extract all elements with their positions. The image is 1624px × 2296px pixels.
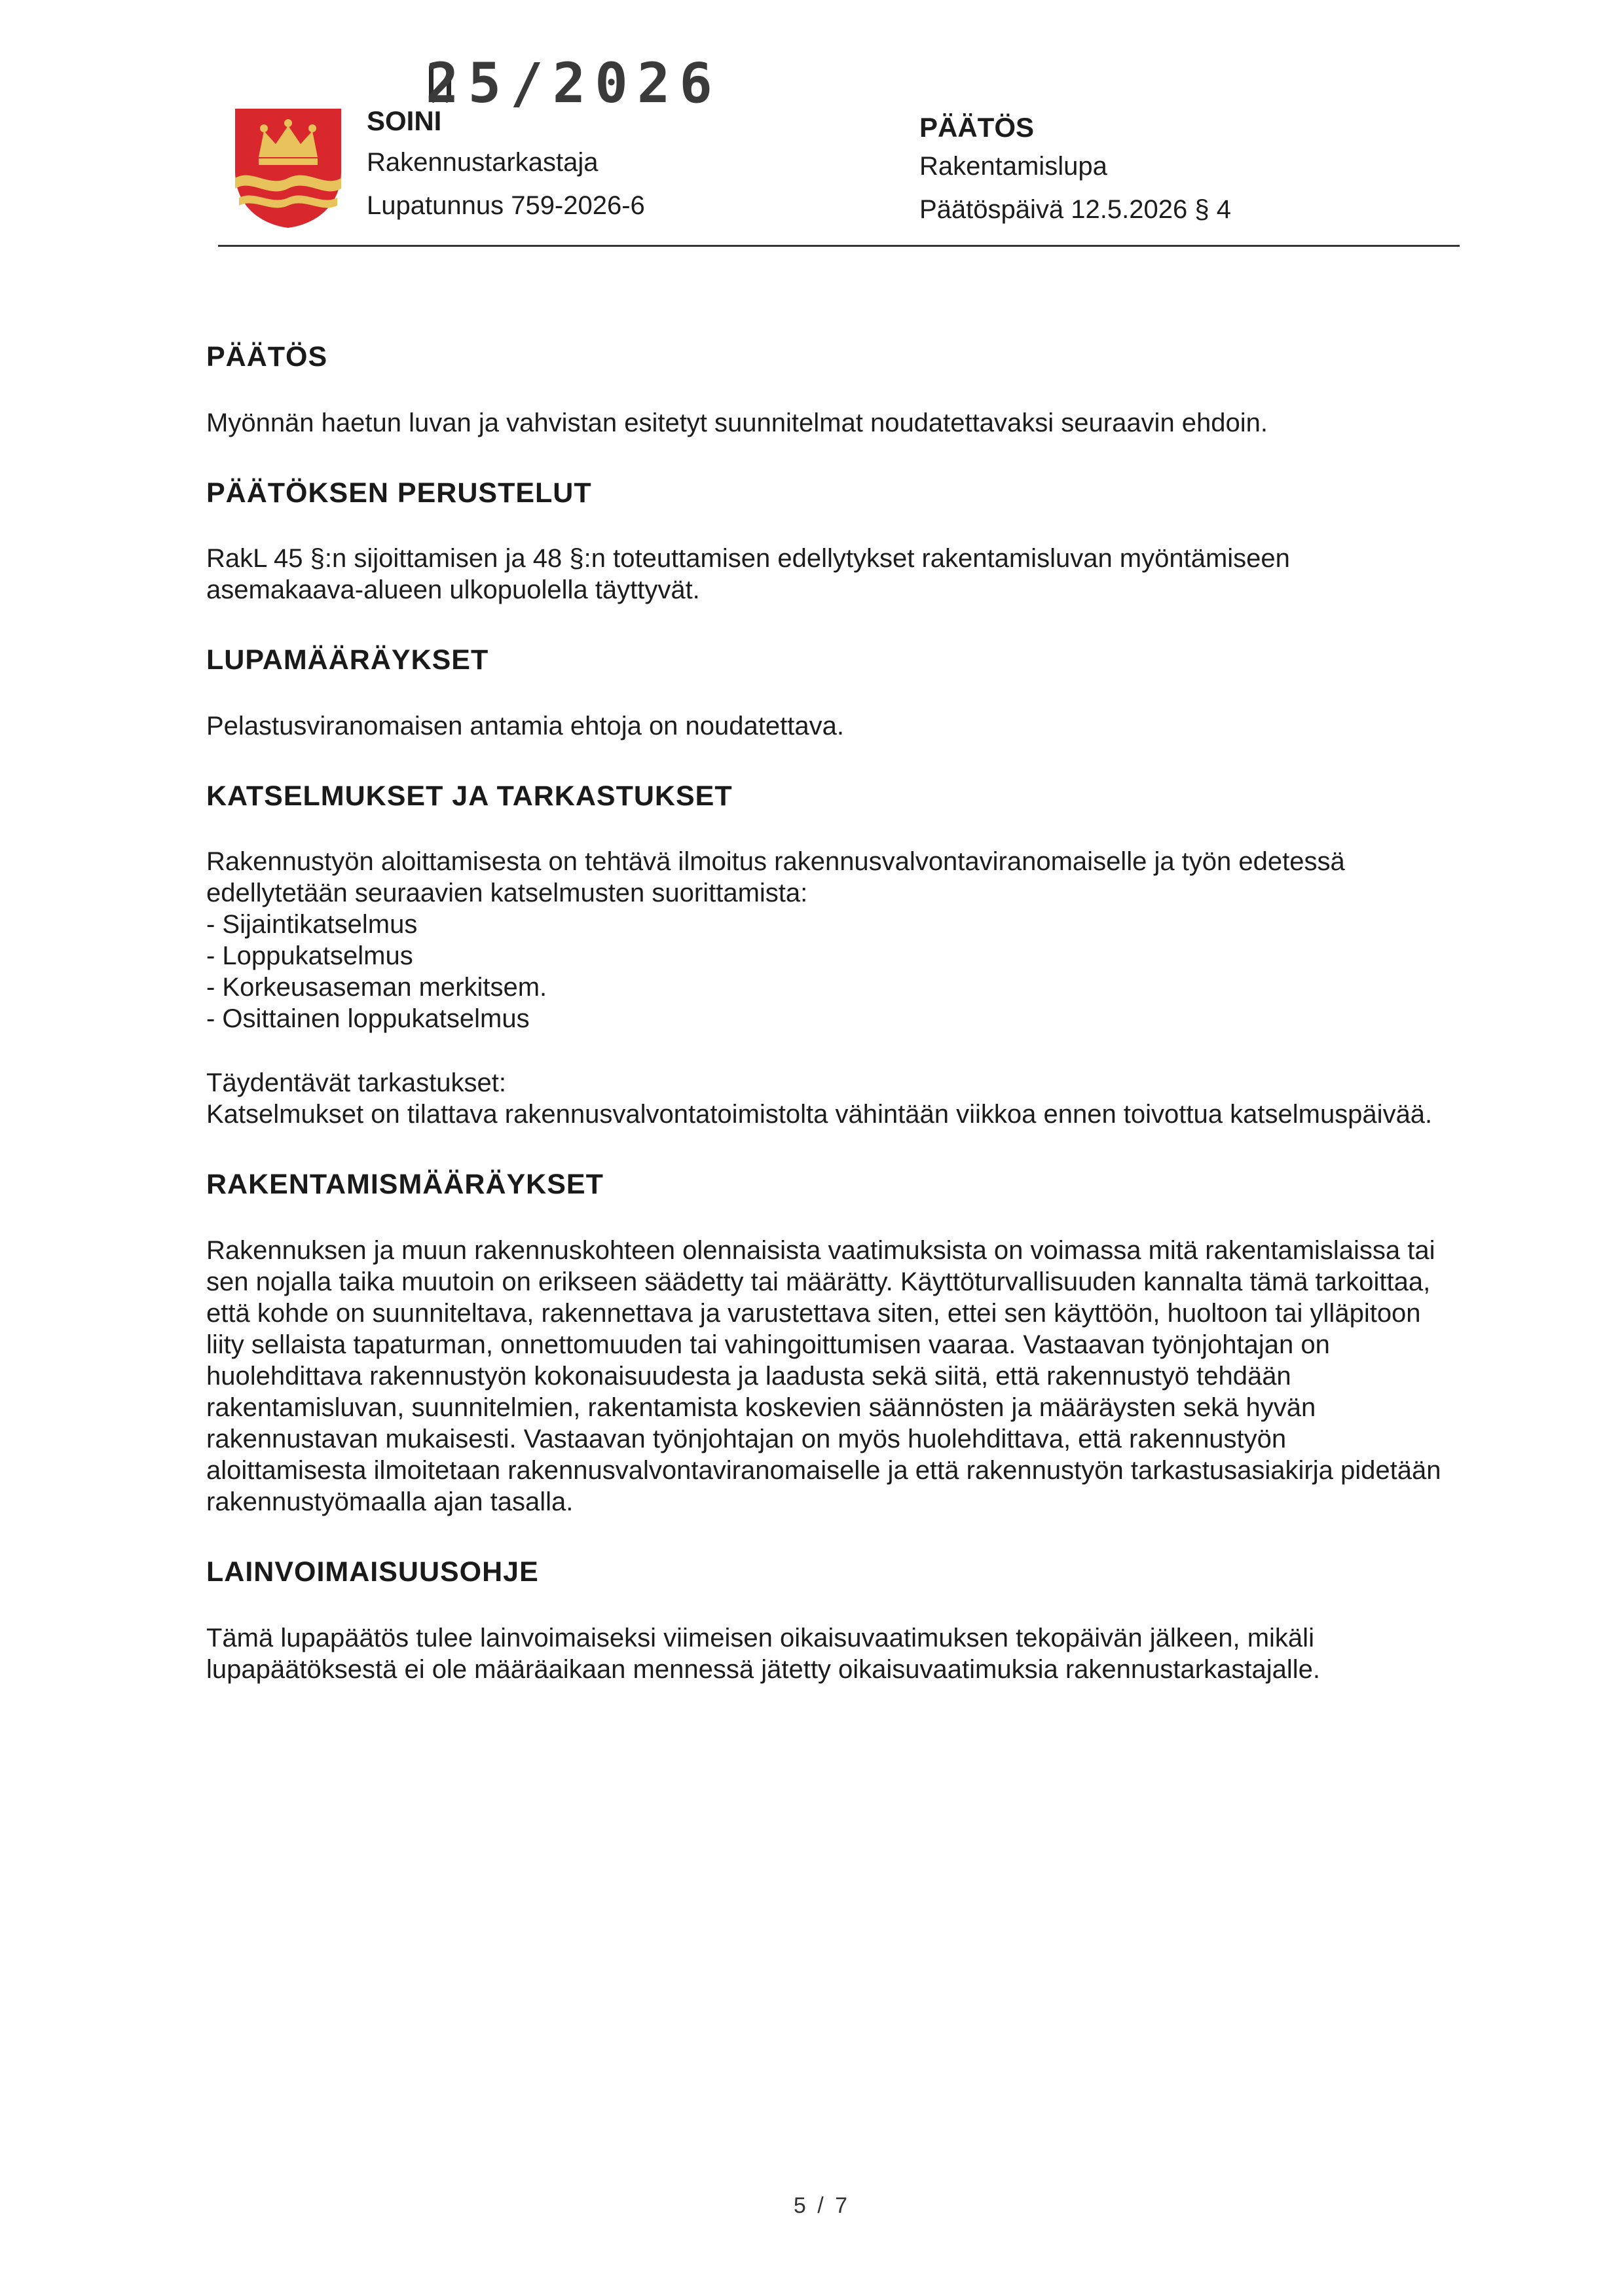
section-legal-force: [206, 1556, 1450, 1685]
doc-subtype: Rakentamislupa: [919, 152, 1107, 181]
org-name: SOINI: [367, 105, 442, 136]
coat-of-arms-icon: [232, 106, 344, 230]
sub-heading: Täydentävät tarkastukset:: [206, 1068, 507, 1098]
section-text: Pelastusviranomaisen antamia ehtoja on noudatettava.: [206, 711, 844, 740]
document-body: [206, 340, 1450, 1723]
section-heading: LUPAMÄÄRÄYKSET: [206, 644, 489, 676]
section-intro: Rakennustyön aloittamisesta on tehtävä ilmoitus rakennusvalvontaviranomaiselle ja työn edetessä edellytetään seuraavien katselmusten suorittamista:: [206, 847, 1345, 908]
department: Rakennustarkastaja: [367, 148, 599, 177]
header-divider: [218, 245, 1460, 247]
decision-date: Päätöspäivä 12.5.2026 § 4: [919, 195, 1231, 224]
section-text: Myönnän haetun luvan ja vahvistan esitetyt suunnitelmat noudatettavaksi seuraavin ehdoin.: [206, 408, 1268, 437]
section-decision: [206, 340, 1450, 439]
doc-type: PÄÄTÖS: [919, 112, 1035, 143]
section-heading: PÄÄTÖS: [206, 341, 328, 373]
list-item: - Osittainen loppukatselmus: [206, 1004, 530, 1034]
list-item: - Loppukatselmus: [206, 941, 413, 971]
section-text: RakL 45 §:n sijoittamisen ja 48 §:n toteuttamisen edellytykset rakentamisluvan myöntämiseen asemakaava-alueen ulkopuolella täyttyvät.: [206, 544, 1290, 605]
sub-text: Katselmukset on tilattava rakennusvalvontatoimistolta vähintään viikkoa ennen toivottua katselmuspäivää.: [206, 1100, 1433, 1129]
permit-id: Lupatunnus 759-2026-6: [367, 191, 645, 220]
section-heading: RAKENTAMISMÄÄRÄYKSET: [206, 1169, 604, 1201]
section-inspections: [206, 780, 1450, 1131]
section-heading: PÄÄTÖKSEN PERUSTELUT: [206, 477, 592, 509]
list-item: - Sijaintikatselmus: [206, 910, 418, 939]
section-rationale: [206, 477, 1450, 606]
section-heading: KATSELMUKSET JA TARKASTUKSET: [206, 780, 733, 812]
page-number: 5 / 7: [793, 2193, 851, 2218]
section-text: Rakennuksen ja muun rakennuskohteen olennaisista vaatimuksista on voimassa mitä rakentamislaissa tai sen nojalla taika muutoin on erikseen säädetty tai määrätty. Käyttöturvallisuuden kannalta tämä tarkoittaa, että kohde on suunniteltava, rakennettava ja varustettava siten, ettei sen käyttöön, huoltoon tai ylläpitoon liity sellaista tapaturman, onnettomuuden tai vahingoittumisen vaaraa. Vastaavan työnjohtajan on huolehdittava rakennustyön kokonaisuudesta ja laadusta sekä siitä, että rakennustyö tehdään rakentamisluvan, suunnitelmien, rakentamista koskevien säännösten ja määräysten sekä hyvän rakennustavan mukaisesti. Vastaavan työnjohtajan on myös huolehdittava, että rakennustyön aloittamisesta ilmoitetaan rakennusvalvontaviranomaiselle ja että rakennustyön tarkastusasiakirja pidetään rakennustyömaalla ajan tasalla.: [206, 1235, 1441, 1516]
section-text: Tämä lupapäätös tulee lainvoimaiseksi viimeisen oikaisuvaatimuksen tekopäivän jälkeen, mikäli lupapäätöksestä ei ole määräaikaan mennessä jätetty oikaisuvaatimuksia rakennustarkastajalle.: [206, 1623, 1320, 1684]
section-heading: LAINVOIMAISUUSOHJE: [206, 1556, 539, 1588]
stamp-number: 25/2026: [426, 51, 722, 115]
list-item: - Korkeusaseman merkitsem.: [206, 973, 547, 1002]
section-building-regulations: [206, 1168, 1450, 1518]
section-permit-conditions: [206, 644, 1450, 742]
